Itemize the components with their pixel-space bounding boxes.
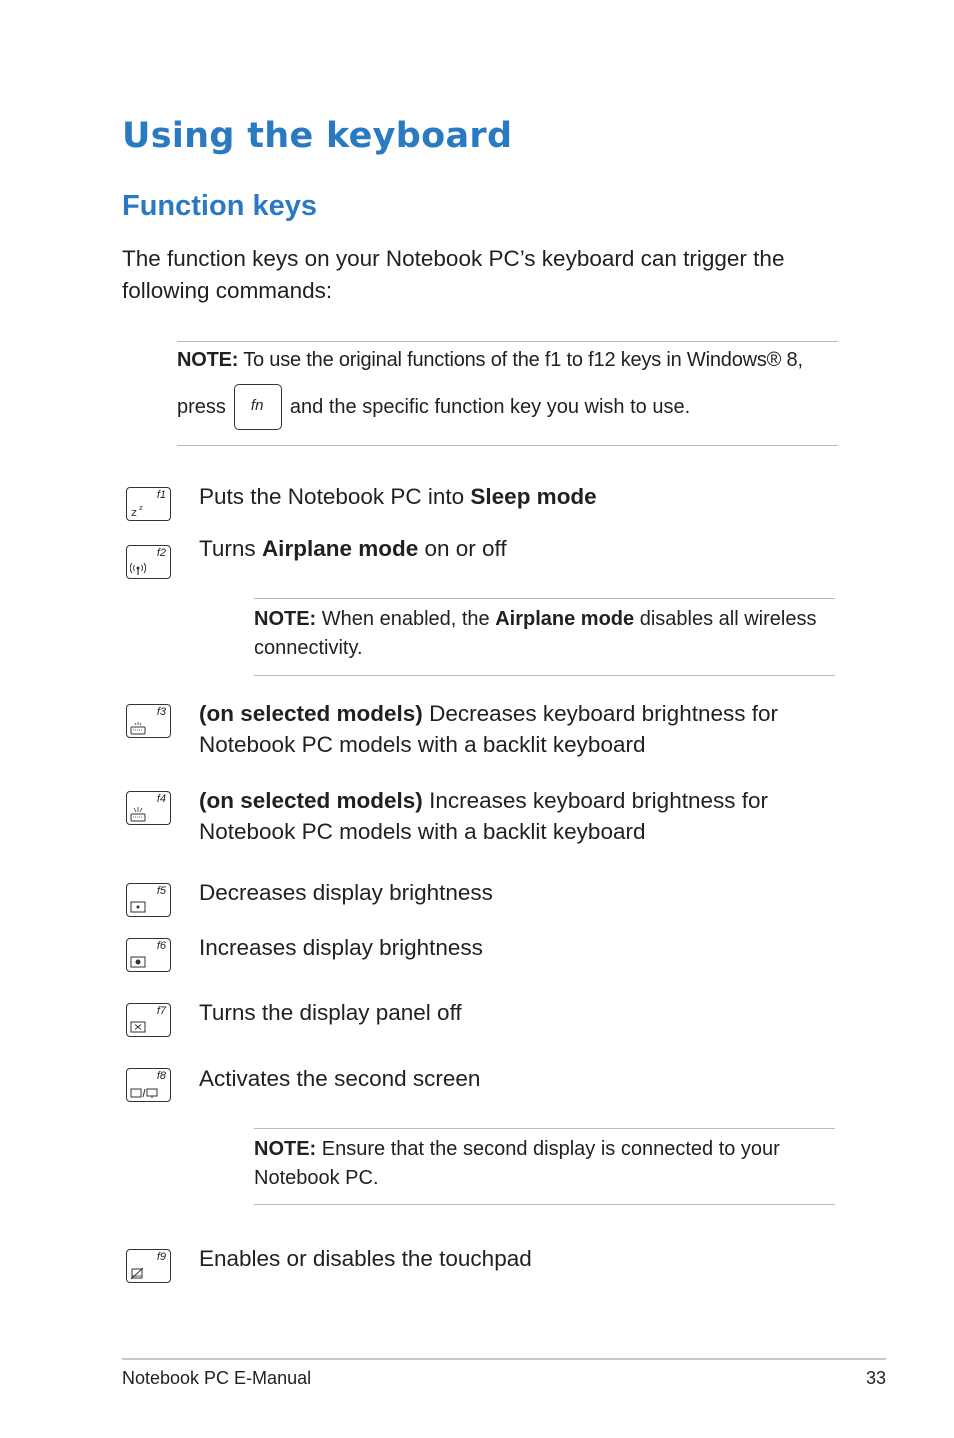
brightness-down-icon <box>130 898 146 914</box>
airplane-mode-note <box>254 598 835 676</box>
note-line-1 <box>177 349 803 372</box>
f7-description: Turns the display panel off <box>199 1000 462 1025</box>
f1-description <box>199 481 829 512</box>
key-label: f8 <box>156 1070 166 1082</box>
desc-bold: (on selected models) <box>199 701 423 726</box>
f9-description: Enables or disables the touchpad <box>199 1246 532 1271</box>
page-title: Using the keyboard <box>122 116 513 156</box>
f6-key-icon <box>126 938 171 972</box>
footer-divider <box>122 1358 886 1360</box>
page-number: 33 <box>865 1368 886 1388</box>
note-line-2 <box>177 382 690 432</box>
f3-key-icon <box>126 704 171 738</box>
note-label: NOTE: <box>254 1138 317 1160</box>
desc-text: Puts the Notebook PC into <box>199 484 471 509</box>
f3-description <box>199 698 829 760</box>
f1-key-icon <box>126 487 171 521</box>
desc-bold: Sleep mode <box>470 484 597 509</box>
note-text-part: disables all wireless connectivity. <box>254 608 817 659</box>
desc-bold: (on selected models) <box>199 788 423 813</box>
key-label: f1 <box>156 489 166 501</box>
keyboard-backlight-up-icon <box>130 806 146 822</box>
touchpad-toggle-icon <box>130 1264 146 1280</box>
key-label: f5 <box>156 885 166 897</box>
fn-usage-note <box>177 341 838 446</box>
key-label: f2 <box>156 547 166 559</box>
f5-description: Decreases display brightness <box>199 880 493 905</box>
key-label: f7 <box>156 1005 166 1017</box>
display-off-icon <box>130 1018 146 1034</box>
note-text-part: When enabled, the <box>316 608 496 630</box>
f5-key-icon <box>126 883 171 917</box>
intro-paragraph: The function keys on your Notebook PC’s keyboard can trigger the following commands: <box>122 246 785 303</box>
sleep-zz-icon <box>130 502 146 518</box>
key-label: f4 <box>156 793 166 805</box>
section-title: Function keys <box>122 190 317 222</box>
f7-key-icon <box>126 1003 171 1037</box>
key-label: f6 <box>156 940 166 952</box>
note-bold: Airplane mode <box>495 608 635 630</box>
desc-text: Increases keyboard brightness for Notebook PC models with a backlit keyboard <box>199 788 768 844</box>
second-screen-icon <box>130 1083 158 1099</box>
f2-key-icon <box>126 545 171 579</box>
footer-manual-title: Notebook PC E-Manual <box>122 1368 312 1388</box>
keyboard-backlight-down-icon <box>130 719 146 735</box>
desc-text: Decreases keyboard brightness for Notebook PC models with a backlit keyboard <box>199 701 778 757</box>
f4-description <box>199 785 829 847</box>
f6-description: Increases display brightness <box>199 935 483 960</box>
second-screen-note <box>254 1128 835 1205</box>
note-text-part: Ensure that the second display is connected to your Notebook PC. <box>254 1138 780 1189</box>
svg-text:z: z <box>139 504 143 512</box>
note-label: NOTE: <box>177 349 239 371</box>
key-label: f3 <box>156 706 166 718</box>
f9-key-icon <box>126 1249 171 1283</box>
note-text <box>254 605 835 663</box>
f8-key-icon <box>126 1068 171 1102</box>
fn-key-icon <box>234 384 282 430</box>
note-text: To use the original functions of the f1 to f12 keys in Windows® 8, <box>238 349 803 371</box>
f8-description: Activates the second screen <box>199 1066 481 1091</box>
f4-key-icon <box>126 791 171 825</box>
airplane-wireless-icon <box>130 560 146 576</box>
desc-text: on or off <box>418 536 507 561</box>
fn-key-label: fn <box>250 397 264 414</box>
desc-bold: Airplane mode <box>261 536 419 561</box>
key-label: f9 <box>156 1251 166 1263</box>
note-after-text: and the specific function key you wish to use. <box>289 395 691 418</box>
note-text <box>254 1135 835 1193</box>
brightness-up-icon <box>130 953 146 969</box>
desc-text: Turns <box>199 536 262 561</box>
f2-description <box>199 533 829 564</box>
note-label: NOTE: <box>254 608 317 630</box>
svg-text:z: z <box>131 506 137 518</box>
note-press-text: press <box>177 395 226 418</box>
